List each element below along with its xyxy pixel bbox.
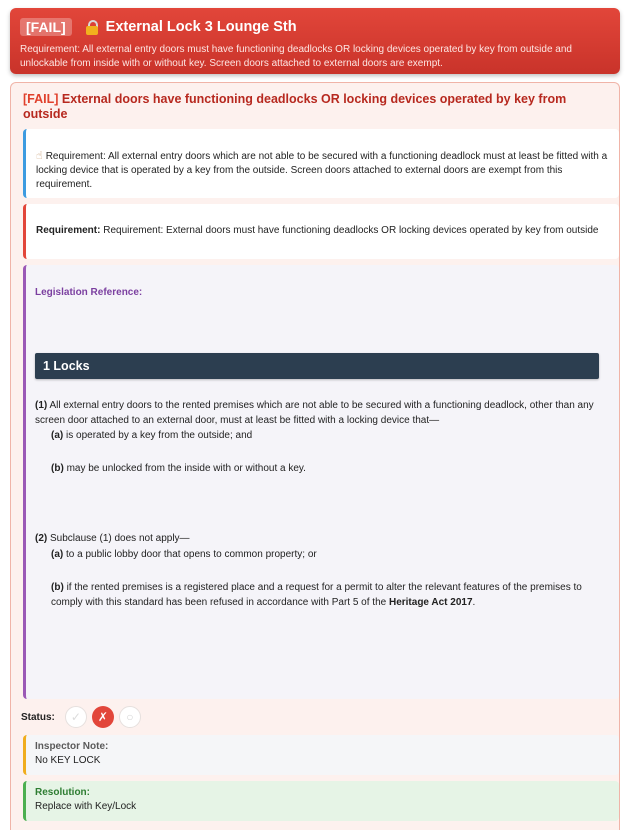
header-requirement: Requirement: All external entry doors must have functioning deadlocks OR locking devices operated by key from outside and unlockable from inside with or without key. Screen doors attached to external doors are exempt. [20,44,572,69]
check-card [10,82,620,830]
status-row [21,705,146,729]
check-title-text: External doors have functioning deadlocks OR locking devices operated by key from outside [23,92,567,121]
clause-1 [35,398,595,428]
resolution-label: Resolution: [35,787,90,798]
status-label: Status: [21,711,55,723]
clause-2-number: (2) [35,533,48,544]
heritage-act-reference: Heritage Act 2017 [388,597,473,608]
requirement-box [23,204,619,259]
inspector-note [23,735,619,775]
clause-2b [51,580,596,610]
check-title [23,92,611,122]
clause-1b-text: may be unlocked from the inside with or without a key. [66,463,306,474]
hand-icon: ☝ [36,150,43,162]
clause-1-text: All external entry doors to the rented premises which are not able to be secured with a functioning deadlock, other than any screen door attached to an external door, must at least be fitted with a locking device that— [35,400,594,426]
legislation-box [23,265,619,699]
clause-2b-end: . [472,597,476,608]
status-na-button[interactable]: ○ [119,706,141,728]
lock-icon [86,20,98,35]
clause-1-number: (1) [35,400,48,411]
clause-2a [51,547,596,562]
check-fail-tag: [FAIL] [23,92,59,106]
clause-1a-text: is operated by a key from the outside; and [66,430,253,441]
status-fail-button[interactable]: ✗ [92,706,114,728]
clause-2b-number: (b) [51,582,64,593]
item-header [10,8,620,74]
requirement-text: Requirement: External doors must have functioning deadlocks OR locking devices operated by key from outside [103,225,599,236]
clause-1b-number: (b) [51,463,64,474]
legislation-label: Legislation Reference: [35,287,143,298]
requirement-label: Requirement: [36,225,101,236]
inspector-note-label: Inspector Note: [35,741,109,752]
inspector-note-value: No KEY LOCK [35,755,101,766]
clause-1a [51,428,596,443]
clause-2 [35,531,595,546]
resolution-value: Replace with Key/Lock [35,801,137,812]
guidance-text: Requirement: All external entry doors which are not able to be secured with a functioning deadlock must at least be fitted with a locking device that is operated by a key from the outside. Screen doors attached to external doors are exempt from this requirement. [36,151,608,190]
resolution-box [23,781,619,821]
clause-2a-text: to a public lobby door that opens to common property; or [66,549,317,560]
clause-2-text: Subclause (1) does not apply— [50,533,190,544]
item-title: External Lock 3 Lounge Sth [105,19,297,35]
clause-1b [51,461,596,476]
clause-2a-number: (a) [51,549,64,560]
clause-1a-number: (a) [51,430,64,441]
guidance-box [23,129,619,198]
section-heading: 1 Locks [35,353,599,379]
fail-badge: [FAIL] [20,18,72,36]
clause-2b-text: if the rented premises is a registered place and a request for a permit to alter the relevant features of the premises to comply with this standard has been refused in accordance with Part 5 of the [51,582,582,608]
status-pass-button[interactable]: ✓ [65,706,87,728]
